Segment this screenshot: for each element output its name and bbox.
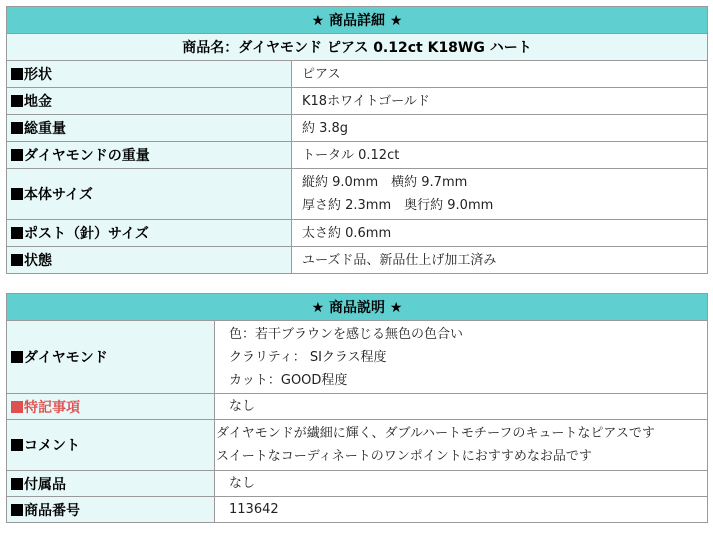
- table-row: [7, 142, 708, 169]
- product-name: 商品名：ダイヤモンド ピアス 0.12ct K18WG ハート: [7, 34, 708, 61]
- row-value-metal: K18ホワイトゴールド: [292, 88, 708, 115]
- row-value-accessories: なし: [215, 471, 708, 497]
- bullet-square-icon: [11, 478, 23, 490]
- product-details-table: [6, 6, 708, 274]
- table-row: [7, 247, 708, 274]
- bullet-square-icon: [11, 439, 23, 451]
- row-label-diamond-weight: ダイヤモンドの重量: [7, 142, 292, 169]
- row-value-shape: ピアス: [292, 61, 708, 88]
- row-value-condition: ユーズド品、新品仕上げ加工済み: [292, 247, 708, 274]
- row-label-condition: 状態: [7, 247, 292, 274]
- table-row: [7, 220, 708, 247]
- row-label-product-number: 商品番号: [7, 497, 215, 523]
- details-header: ★ 商品詳細 ★: [7, 7, 708, 34]
- row-value-diamond: 色：若干ブラウンを感じる無色の色合い クラリティ： SIクラス程度 カット：GOOD程度: [215, 321, 708, 394]
- bullet-square-icon: [11, 351, 23, 363]
- table-row: [7, 61, 708, 88]
- row-label-metal: 地金: [7, 88, 292, 115]
- row-label-total-weight: 総重量: [7, 115, 292, 142]
- row-value-post-size: 太さ約 0.6mm: [292, 220, 708, 247]
- row-label-post-size: ポスト（針）サイズ: [7, 220, 292, 247]
- table-row: [7, 420, 708, 471]
- table-row: [7, 88, 708, 115]
- bullet-square-icon: [11, 188, 23, 200]
- row-value-special-notes: なし: [215, 394, 708, 420]
- row-value-total-weight: 約 3.8g: [292, 115, 708, 142]
- bullet-square-icon: [11, 227, 23, 239]
- table-row: [7, 471, 708, 497]
- table-row: [7, 394, 708, 420]
- bullet-square-icon: [11, 68, 23, 80]
- row-value-product-number: 113642: [215, 497, 708, 523]
- table-row: [7, 497, 708, 523]
- table-row: [7, 321, 708, 394]
- row-value-comment: ダイヤモンドが繊細に輝く、ダブルハートモチーフのキュートなピアスです スイートなコーディネートのワンポイントにおすすめなお品です: [215, 420, 708, 471]
- bullet-square-icon: [11, 122, 23, 134]
- row-label-shape: 形状: [7, 61, 292, 88]
- row-value-diamond-weight: トータル 0.12ct: [292, 142, 708, 169]
- bullet-square-icon: [11, 254, 23, 266]
- bullet-square-icon: [11, 504, 23, 516]
- description-header: ★ 商品説明 ★: [7, 294, 708, 321]
- bullet-square-icon: [11, 149, 23, 161]
- row-label-special-notes: 特記事項: [7, 394, 215, 420]
- product-description-table: [6, 293, 708, 523]
- bullet-square-icon: [11, 95, 23, 107]
- table-row: [7, 169, 708, 220]
- row-label-comment: コメント: [7, 420, 215, 471]
- row-label-body-size: 本体サイズ: [7, 169, 292, 220]
- bullet-square-icon: [11, 401, 23, 413]
- row-label-diamond: ダイヤモンド: [7, 321, 215, 394]
- table-row: [7, 115, 708, 142]
- row-value-body-size: 縦約 9.0mm 横約 9.7mm 厚さ約 2.3mm 奥行約 9.0mm: [292, 169, 708, 220]
- row-label-accessories: 付属品: [7, 471, 215, 497]
